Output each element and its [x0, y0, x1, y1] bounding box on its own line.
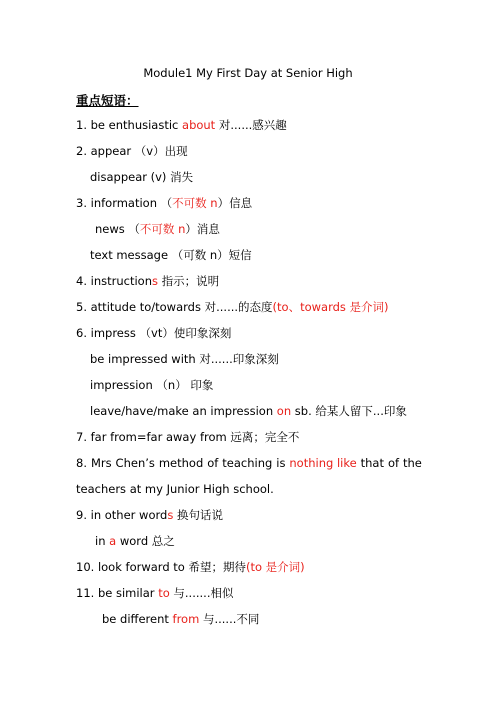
highlight-on: on: [276, 404, 292, 418]
highlight-about: about: [182, 118, 216, 132]
phrase-line-8: 8. Mrs Chen’s method of teaching is nothing like that of the: [76, 456, 422, 470]
highlight-nothing-like: nothing like: [289, 456, 357, 470]
highlight-uncountable: 不可数 n: [172, 196, 218, 210]
phrase-line-6: 6. impress （vt）使印象深刻: [76, 326, 232, 340]
phrase-line-1: 1. be enthusiastic about 对......感兴趣: [76, 118, 287, 132]
phrase-line-6b: be impressed with 对......印象深刻: [90, 352, 279, 366]
phrase-line-3b: news （不可数 n）消息: [95, 222, 220, 236]
highlight-s-2: s: [167, 508, 174, 522]
phrase-line-10: 10. look forward to 希望；期待(to 是介词): [76, 560, 305, 574]
phrase-line-3c: text message （可数 n）短信: [90, 248, 252, 262]
phrase-line-9b: in a word 总之: [95, 534, 175, 548]
section-heading: 重点短语：: [76, 93, 139, 108]
phrase-line-7: 7. far from=far away from 远离；完全不: [76, 430, 300, 444]
page-title: Module1 My First Day at Senior High: [143, 66, 353, 80]
phrase-line-6d: leave/have/make an impression on sb. 给某人留下...印象: [90, 404, 407, 418]
phrase-line-6c: impression （n） 印象: [90, 378, 214, 392]
phrase-line-9: 9. in other words 换句话说: [76, 508, 223, 522]
highlight-a: a: [109, 534, 117, 548]
phrase-line-2: 2. appear （v）出现: [76, 144, 188, 158]
highlight-s: s: [151, 274, 158, 288]
highlight-preposition-note: (to、towards 是介词): [272, 300, 389, 314]
highlight-to-note: (to 是介词): [245, 560, 305, 574]
phrase-line-3: 3. information （不可数 n）信息: [76, 196, 253, 210]
phrase-line-8b: teachers at my Junior High school.: [76, 482, 274, 496]
phrase-line-11b: be different from 与......不同: [102, 612, 260, 626]
phrase-line-4: 4. instructions 指示；说明: [76, 274, 220, 288]
highlight-from: from: [172, 612, 200, 626]
phrase-line-2b: disappear (v) 消失: [90, 170, 194, 184]
phrase-line-5: 5. attitude to/towards 对......的态度(to、towards 是介词): [76, 300, 389, 314]
phrase-line-11: 11. be similar to 与.......相似: [76, 586, 234, 600]
highlight-to: to: [158, 586, 170, 600]
highlight-uncountable-2: 不可数 n: [139, 222, 186, 236]
